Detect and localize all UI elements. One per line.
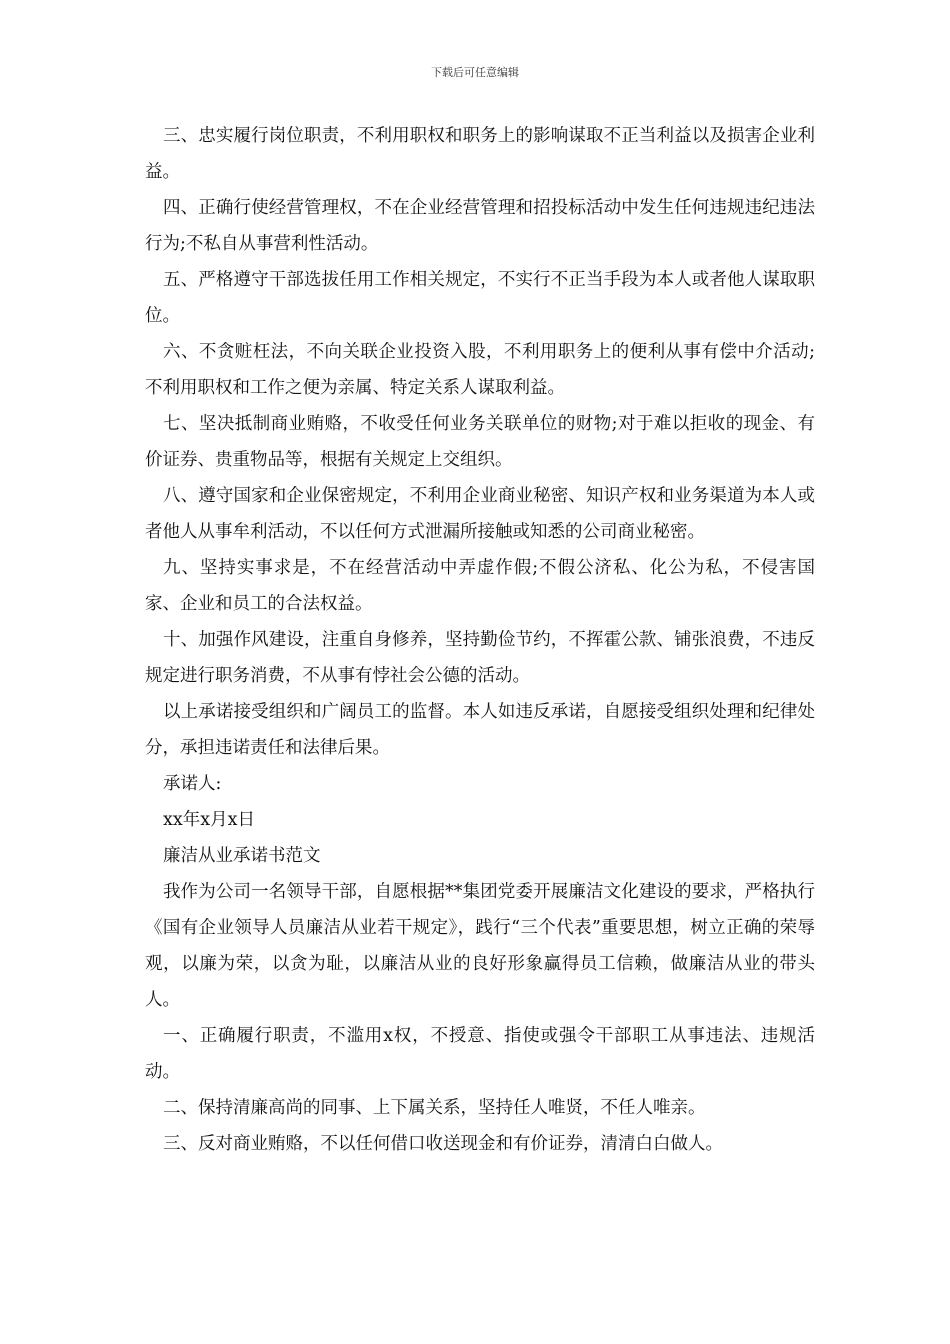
paragraph-3: 三、忠实履行岗位职责，不利用职权和职务上的影响谋取不正当利益以及损害企业利益。 xyxy=(145,126,815,182)
intro-paragraph: 我作为公司一名领导干部，自愿根据**集团党委开展廉洁文化建设的要求，严格执行《国有企业领导人员廉洁从业若干规定》，践行“三个代表”重要思想，树立正确的荣辱观，以廉为荣，以贪为耻，以廉洁从业的良好形象赢得员工信赖，做廉洁从业的带头人。 xyxy=(145,882,815,1010)
document-body xyxy=(145,118,815,1162)
paragraph-10: 十、加强作风建设，注重自身修养，坚持勤俭节约，不挥霍公款、铺张浪费，不违反规定进行职务消费，不从事有悖社会公德的活动。 xyxy=(145,630,815,686)
supervision-statement: 以上承诺接受组织和广阔员工的监督。本人如违反承诺，自愿接受组织处理和纪律处分，承担违诺责任和法律后果。 xyxy=(145,702,815,758)
date-line: xx年x月x日 xyxy=(163,810,255,830)
paragraph-1b: 一、正确履行职责，不滥用x权，不授意、指使或强令干部职工从事违法、违规活动。 xyxy=(145,1026,815,1082)
paragraph-3b: 三、反对商业贿赂，不以任何借口收送现金和有价证券，清清白白做人。 xyxy=(163,1134,723,1154)
section-title: 廉洁从业承诺书范文 xyxy=(163,846,321,866)
paragraph-6: 六、不贪赃枉法，不向关联企业投资入股，不利用职务上的便利从事有偿中介活动;不利用职权和工作之便为亲属、特定关系人谋取利益。 xyxy=(145,342,815,398)
paragraph-2b: 二、保持清廉高尚的同事、上下属关系，坚持任人唯贤，不任人唯亲。 xyxy=(163,1098,706,1118)
paragraph-4: 四、正确行使经营管理权，不在企业经营管理和招投标活动中发生任何违规违纪违法行为;不私自从事营利性活动。 xyxy=(145,198,815,254)
paragraph-9: 九、坚持实事求是，不在经营活动中弄虚作假;不假公济私、化公为私，不侵害国家、企业和员工的合法权益。 xyxy=(145,558,815,614)
paragraph-7: 七、坚决抵制商业贿赂，不收受任何业务关联单位的财物;对于难以拒收的现金、有价证券、贵重物品等，根据有关规定上交组织。 xyxy=(145,414,815,470)
paragraph-8: 八、遵守国家和企业保密规定，不利用企业商业秘密、知识产权和业务渠道为本人或者他人从事牟利活动，不以任何方式泄漏所接触或知悉的公司商业秘密。 xyxy=(145,486,815,542)
paragraph-5: 五、严格遵守干部选拔任用工作相关规定，不实行不正当手段为本人或者他人谋取职位。 xyxy=(145,270,815,326)
signatory-label: 承诺人: xyxy=(163,774,222,794)
page-header: 下载后可任意编辑 xyxy=(431,66,519,79)
